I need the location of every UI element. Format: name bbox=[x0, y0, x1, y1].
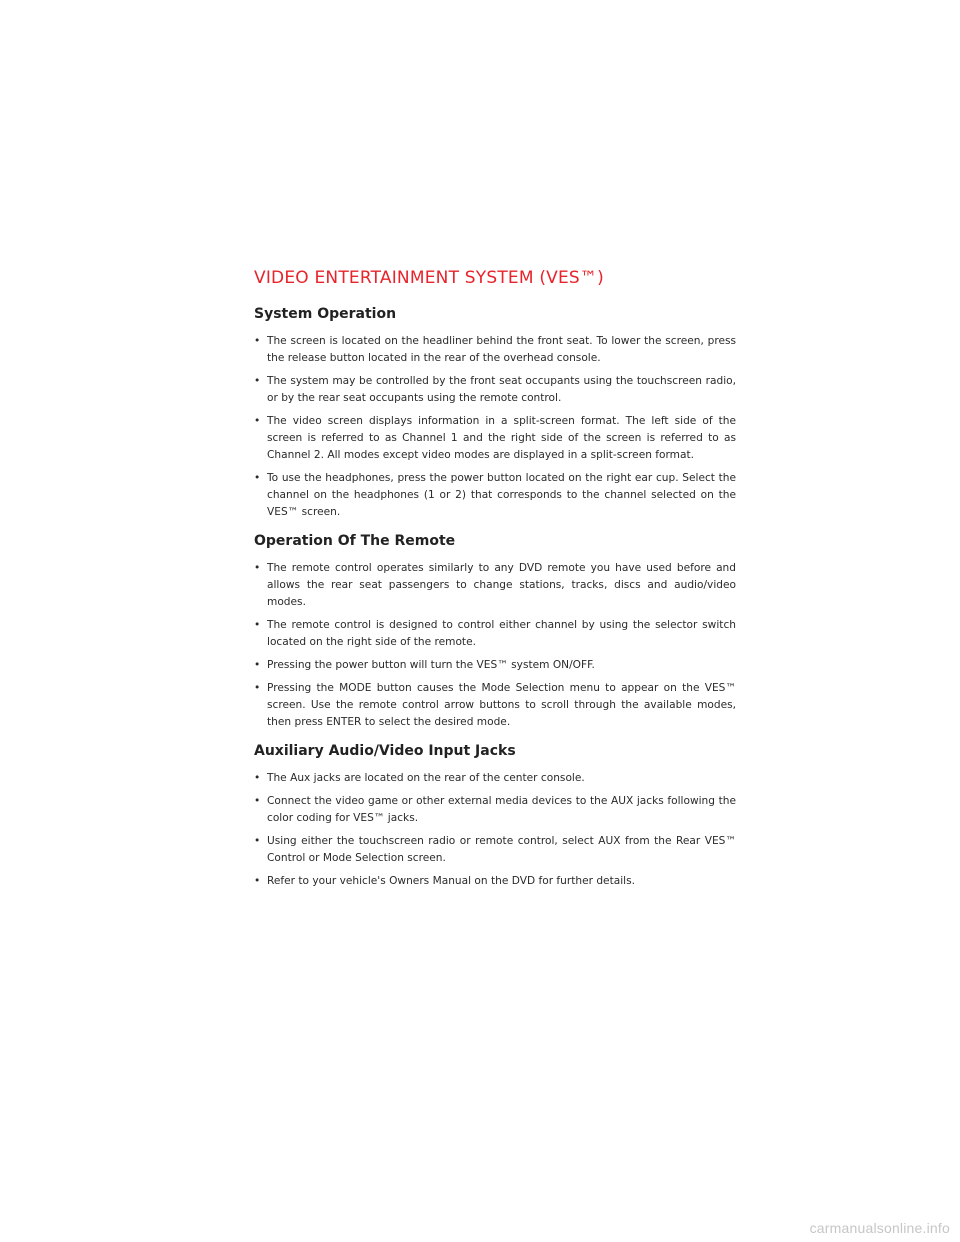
bullet-item: • Pressing the MODE button causes the Mode Selection menu to appear on the VES™ screen. Use the remote control arrow buttons to scroll through the available modes, then press ENTER to select the desired mode. bbox=[254, 680, 736, 731]
section-heading: Operation Of The Remote bbox=[254, 533, 456, 550]
section-aux-input-jacks bbox=[254, 743, 736, 890]
bullet-item: • The video screen displays information in a split-screen format. The left side of the screen is referred to as Channel 1 and the right side of the screen is referred to as Channel 2. All modes except video modes are displayed in a split-screen format. bbox=[254, 413, 736, 464]
section-heading: Auxiliary Audio/Video Input Jacks bbox=[254, 742, 516, 759]
bullet-item: • The remote control operates similarly to any DVD remote you have used before and allows the rear seat passengers to change stations, tracks, discs and audio/video modes. bbox=[254, 560, 736, 611]
page-title: VIDEO ENTERTAINMENT SYSTEM (VES™) bbox=[254, 268, 604, 288]
bullet-item: • To use the headphones, press the power button located on the right ear cup. Select the channel on the headphones (1 or 2) that corresponds to the channel selected on the VES™ screen. bbox=[254, 470, 736, 521]
bullet-item: • The Aux jacks are located on the rear of the center console. bbox=[254, 770, 736, 787]
bullet-item: • Refer to your vehicle's Owners Manual on the DVD for further details. bbox=[254, 873, 736, 890]
bullet-list bbox=[254, 770, 736, 890]
watermark-text: carmanualsonline.info bbox=[809, 1220, 950, 1236]
bullet-item: • The system may be controlled by the front seat occupants using the touchscreen radio, or by the rear seat occupants using the remote control. bbox=[254, 373, 736, 407]
page-content bbox=[254, 268, 736, 902]
bullet-item: • Connect the video game or other external media devices to the AUX jacks following the color coding for VES™ jacks. bbox=[254, 793, 736, 827]
section-operation-of-remote bbox=[254, 533, 736, 731]
bullet-item: • Pressing the power button will turn the VES™ system ON/OFF. bbox=[254, 657, 736, 674]
bullet-list bbox=[254, 560, 736, 731]
bullet-item: • The screen is located on the headliner behind the front seat. To lower the screen, press the release button located in the rear of the overhead console. bbox=[254, 333, 736, 367]
section-system-operation bbox=[254, 306, 736, 521]
bullet-item: • Using either the touchscreen radio or remote control, select AUX from the Rear VES™ Control or Mode Selection screen. bbox=[254, 833, 736, 867]
bullet-item: • The remote control is designed to control either channel by using the selector switch located on the right side of the remote. bbox=[254, 617, 736, 651]
section-heading: System Operation bbox=[254, 306, 397, 323]
bullet-list bbox=[254, 333, 736, 521]
